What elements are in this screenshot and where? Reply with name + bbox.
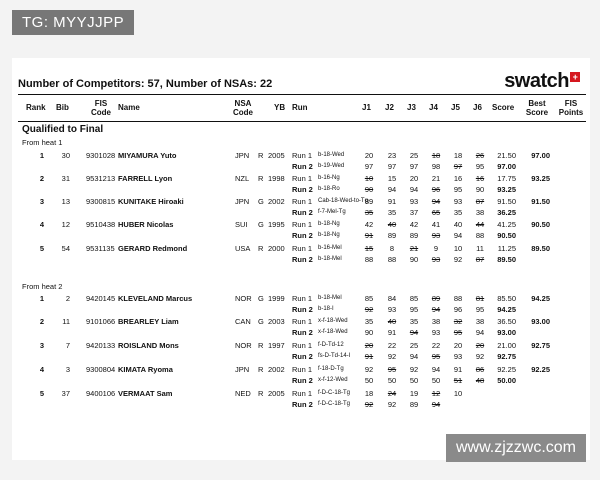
bib: 54 (61, 244, 70, 253)
judge-score: 23 (387, 151, 397, 160)
judge-score: 20 (364, 341, 374, 350)
run-1-trick: b-16-Ng (318, 175, 340, 181)
best-score: 90.50 (531, 220, 550, 229)
judge-score: 38 (475, 208, 485, 217)
birth-year: 1995 (268, 220, 285, 229)
judge-score: 88 (387, 255, 397, 264)
col-j4: J4 (429, 103, 438, 112)
athlete-name: KLEVELAND Marcus (118, 294, 193, 303)
judge-score: 94 (475, 328, 485, 337)
judge-score: 9 (433, 244, 439, 253)
judge-score: 20 (453, 341, 463, 350)
judge-score: 22 (431, 341, 441, 350)
judge-score: 35 (409, 317, 419, 326)
birth-year: 1998 (268, 174, 285, 183)
judge-score: 89 (409, 231, 419, 240)
run-2-score: 90.50 (497, 231, 516, 240)
nsa-code: NOR (235, 341, 252, 350)
run-1-score: 41.25 (497, 220, 516, 229)
col-j3: J3 (407, 103, 416, 112)
judge-score: 88 (453, 294, 463, 303)
judge-score: 94 (409, 352, 419, 361)
judge-score: 65 (431, 208, 441, 217)
judge-score: 20 (475, 341, 485, 350)
judge-score: 18 (431, 151, 441, 160)
judge-score: 10 (453, 389, 463, 398)
stance: G (258, 197, 264, 206)
heat-label-2: From heat 2 (22, 282, 63, 291)
judge-score: 8 (389, 244, 395, 253)
judge-score: 25 (409, 151, 419, 160)
judge-score: 92 (475, 352, 485, 361)
swatch-logo (504, 70, 580, 93)
col-fis-code: FIS Code (91, 99, 111, 117)
judge-score: 44 (475, 220, 485, 229)
judge-score: 94 (409, 328, 419, 337)
fis-code: 9531135 (86, 244, 115, 253)
judge-score: 10 (453, 244, 463, 253)
run-1-label: Run 1 (292, 220, 313, 229)
judge-score: 95 (453, 185, 463, 194)
stance: R (258, 151, 264, 160)
nsa-code: NOR (235, 294, 252, 303)
judge-score: 37 (409, 208, 419, 217)
rank: 2 (39, 174, 44, 183)
judge-score: 96 (453, 305, 463, 314)
birth-year: 2005 (268, 151, 285, 160)
judge-score: 91 (387, 197, 397, 206)
heat-label-1: From heat 1 (22, 138, 63, 147)
nsa-code: JPN (235, 197, 250, 206)
judge-score: 84 (387, 294, 397, 303)
judge-score: 89 (364, 197, 374, 206)
judge-score: 81 (475, 294, 485, 303)
run-1-score: 92.25 (497, 365, 516, 374)
run-2-trick: f-7-Mel-Tg (318, 209, 346, 215)
judge-score: 50 (409, 376, 419, 385)
judge-score: 94 (431, 365, 441, 374)
athlete-name: ROISLAND Mons (118, 341, 179, 350)
run-2-score: 92.75 (497, 352, 516, 361)
col-rank: Rank (26, 103, 46, 112)
run-2-label: Run 2 (292, 400, 313, 409)
bib: 30 (61, 151, 70, 160)
judge-score: 94 (431, 197, 441, 206)
nsa-code: USA (235, 244, 251, 253)
bib: 7 (65, 341, 70, 350)
judge-score: 91 (364, 352, 374, 361)
judge-score: 91 (364, 231, 374, 240)
judge-score: 97 (453, 162, 463, 171)
judge-score: 89 (387, 231, 397, 240)
judge-score: 35 (364, 208, 374, 217)
run-1-label: Run 1 (292, 389, 313, 398)
athlete-name: KIMATA Ryoma (118, 365, 173, 374)
col-j2: J2 (385, 103, 394, 112)
birth-year: 2002 (268, 197, 285, 206)
judge-score: 21 (409, 244, 419, 253)
judge-score: 42 (409, 220, 419, 229)
fis-code: 9300815 (86, 197, 116, 206)
run-1-trick: f-D-C-18-Tg (318, 390, 351, 396)
judge-score: 93 (431, 231, 441, 240)
rank: 3 (39, 341, 44, 350)
run-1-score: 21.00 (497, 341, 516, 350)
judge-score: 87 (475, 255, 485, 264)
run-1-label: Run 1 (292, 365, 313, 374)
nsa-code: NED (235, 389, 251, 398)
judge-score: 94 (453, 231, 463, 240)
judge-score: 93 (409, 197, 419, 206)
col-best-score: Best Score (525, 99, 549, 117)
run-1-score: 36.50 (497, 317, 516, 326)
best-score: 93.00 (531, 317, 550, 326)
column-header (18, 94, 586, 122)
judge-score: 91 (453, 365, 463, 374)
birth-year: 2002 (268, 365, 285, 374)
col-name: Name (118, 103, 140, 112)
judge-score: 11 (476, 244, 484, 253)
judge-score: 85 (409, 294, 419, 303)
run-1-trick: b-16-Mel (318, 245, 342, 251)
judge-score: 12 (431, 389, 441, 398)
judge-score: 92 (387, 400, 397, 409)
run-2-trick: b-18-Mel (318, 256, 342, 262)
best-score: 97.00 (531, 151, 550, 160)
judge-score: 41 (431, 220, 441, 229)
table-row (18, 243, 586, 265)
run-2-trick: b-18-Ro (318, 186, 340, 192)
run-2-label: Run 2 (292, 376, 313, 385)
col-yb: YB (274, 103, 286, 112)
table-row (18, 219, 586, 241)
judge-score: 86 (475, 365, 485, 374)
best-score: 92.25 (531, 365, 550, 374)
judge-score: 15 (364, 244, 374, 253)
bib: 11 (62, 317, 70, 326)
run-2-trick: f-D-C-18-Tg (318, 401, 351, 407)
stance: R (258, 389, 264, 398)
table-row (18, 340, 586, 362)
judge-score: 38 (431, 317, 441, 326)
col-fis-points: FIS Points (558, 99, 584, 117)
fis-code: 9101066 (86, 317, 116, 326)
best-score: 94.25 (531, 294, 550, 303)
bib: 13 (61, 197, 70, 206)
table-row (18, 364, 586, 386)
table-row (18, 293, 586, 315)
athlete-name: FARRELL Lyon (118, 174, 173, 183)
best-score: 89.50 (531, 244, 550, 253)
judge-score: 95 (475, 305, 485, 314)
run-1-label: Run 1 (292, 151, 313, 160)
judge-score: 18 (364, 389, 374, 398)
run-2-score: 93.25 (497, 185, 516, 194)
table-row (18, 316, 586, 338)
judge-score: 88 (475, 231, 485, 240)
run-1-score: 17.75 (497, 174, 516, 183)
birth-year: 2003 (268, 317, 285, 326)
run-2-label: Run 2 (292, 352, 313, 361)
athlete-name: KUNITAKE Hiroaki (118, 197, 184, 206)
nsa-code: SUI (235, 220, 248, 229)
table-row (18, 150, 586, 172)
judge-score: 16 (475, 174, 485, 183)
birth-year: 2005 (268, 389, 285, 398)
run-2-score: 93.00 (497, 328, 516, 337)
judge-score: 90 (409, 255, 419, 264)
run-1-trick: b-18-Ng (318, 221, 340, 227)
run-2-label: Run 2 (292, 162, 313, 171)
rank: 5 (39, 244, 44, 253)
bib: 37 (61, 389, 70, 398)
best-score: 92.75 (531, 341, 550, 350)
judge-score: 38 (475, 317, 485, 326)
col-nsa: NSA Code (233, 99, 253, 117)
judge-score: 85 (364, 294, 374, 303)
judge-score: 92 (364, 365, 374, 374)
judge-score: 15 (387, 174, 397, 183)
judge-score: 32 (453, 317, 463, 326)
run-2-score: 97.00 (497, 162, 516, 171)
run-1-trick: f-D-Td-12 (318, 342, 344, 348)
run-2-label: Run 2 (292, 231, 313, 240)
fis-code: 9400106 (86, 389, 116, 398)
fis-code: 9510438 (86, 220, 116, 229)
col-score: Score (492, 103, 515, 112)
run-1-label: Run 1 (292, 197, 313, 206)
nsa-code: NZL (235, 174, 250, 183)
judge-score: 22 (387, 341, 397, 350)
rank: 4 (39, 220, 44, 229)
judge-score: 50 (364, 376, 374, 385)
run-2-label: Run 2 (292, 208, 313, 217)
judge-score: 98 (431, 162, 441, 171)
judge-score: 92 (453, 255, 463, 264)
run-2-trick: x-f-18-Wed (318, 329, 348, 335)
judge-score: 92 (364, 305, 374, 314)
judge-score: 93 (387, 305, 397, 314)
rank: 1 (39, 294, 44, 303)
athlete-name: GERARD Redmond (118, 244, 188, 253)
run-1-trick: x-f-18-Wed (318, 318, 348, 324)
judge-score: 40 (453, 220, 463, 229)
run-2-label: Run 2 (292, 328, 313, 337)
rank: 3 (39, 197, 44, 206)
run-1-trick: b-18-Wed (318, 152, 345, 158)
run-1-score: 21.50 (497, 151, 516, 160)
judge-score: 93 (453, 197, 463, 206)
judge-score: 89 (431, 294, 441, 303)
run-2-score: 36.25 (497, 208, 516, 217)
judge-score: 40 (387, 220, 397, 229)
judge-score: 24 (387, 389, 397, 398)
nsa-code: JPN (235, 151, 250, 160)
judge-score: 42 (364, 220, 374, 229)
rank: 2 (39, 317, 44, 326)
judge-score: 90 (475, 185, 485, 194)
judge-score: 21 (431, 174, 441, 183)
best-score: 91.50 (531, 197, 550, 206)
run-1-trick: f-18-D-Tg (318, 366, 344, 372)
athlete-name: BREARLEY Liam (118, 317, 179, 326)
nsa-code: JPN (235, 365, 250, 374)
judge-score: 35 (364, 317, 374, 326)
birth-year: 2000 (268, 244, 285, 253)
judge-score: 10 (364, 174, 374, 183)
judge-score: 94 (387, 185, 397, 194)
judge-score: 95 (431, 352, 441, 361)
judge-score: 91 (387, 328, 397, 337)
judge-score: 51 (453, 376, 463, 385)
run-1-trick: Cab-18-Wed-to-Tg (318, 198, 368, 204)
judge-score: 95 (453, 328, 463, 337)
table-row (18, 173, 586, 195)
judge-score: 90 (364, 328, 374, 337)
run-1-score: 85.50 (497, 294, 516, 303)
judge-score: 35 (453, 208, 463, 217)
birth-year: 1999 (268, 294, 285, 303)
judge-score: 95 (475, 162, 485, 171)
judge-score: 90 (364, 185, 374, 194)
section-title: Qualified to Final (22, 124, 104, 135)
run-2-trick: b-18-I (318, 306, 334, 312)
run-2-trick: b-18-Ng (318, 232, 340, 238)
nsa-code: CAN (235, 317, 251, 326)
judge-score: 92 (364, 400, 374, 409)
run-2-trick: x-f-12-Wed (318, 377, 348, 383)
stance: R (258, 365, 264, 374)
fis-code: 9420145 (86, 294, 116, 303)
run-2-label: Run 2 (292, 255, 313, 264)
fis-code: 9531213 (86, 174, 116, 183)
judge-score: 96 (431, 185, 441, 194)
run-2-score: 50.00 (497, 376, 516, 385)
judge-score: 26 (475, 151, 485, 160)
run-1-score: 91.50 (497, 197, 516, 206)
run-2-trick: fs-D-Td-14-I (318, 353, 351, 359)
judge-score: 50 (387, 376, 397, 385)
athlete-name: HUBER Nicolas (118, 220, 174, 229)
run-1-label: Run 1 (292, 317, 313, 326)
fis-code: 9301028 (86, 151, 116, 160)
col-j5: J5 (451, 103, 460, 112)
run-1-label: Run 1 (292, 244, 313, 253)
rank: 4 (39, 365, 44, 374)
run-2-score: 89.50 (497, 255, 516, 264)
col-bib: Bib (56, 103, 69, 112)
col-run: Run (292, 103, 308, 112)
judge-score: 50 (431, 376, 441, 385)
stance: G (258, 220, 264, 229)
stance: R (258, 244, 264, 253)
athlete-name: VERMAAT Sam (118, 389, 173, 398)
competitor-summary: Number of Competitors: 57, Number of NSAs: 22 (18, 78, 273, 90)
judge-score: 89 (409, 400, 419, 409)
judge-score: 97 (409, 162, 419, 171)
birth-year: 1997 (268, 341, 285, 350)
judge-score: 92 (409, 365, 419, 374)
judge-score: 94 (431, 305, 441, 314)
judge-score: 25 (409, 341, 419, 350)
run-1-label: Run 1 (292, 174, 313, 183)
judge-score: 35 (387, 208, 397, 217)
stance: R (258, 341, 264, 350)
fis-code: 9420133 (86, 341, 116, 350)
judge-score: 40 (387, 317, 397, 326)
fis-code: 9300804 (86, 365, 116, 374)
judge-score: 97 (387, 162, 397, 171)
watermark: www.zjzzwc.com (446, 434, 586, 462)
stance: G (258, 294, 264, 303)
run-2-label: Run 2 (292, 185, 313, 194)
run-2-trick: b-19-Wed (318, 163, 345, 169)
judge-score: 20 (409, 174, 419, 183)
bib: 12 (61, 220, 70, 229)
run-2-score: 94.25 (497, 305, 516, 314)
judge-score: 95 (409, 305, 419, 314)
judge-score: 92 (387, 352, 397, 361)
bib: 2 (65, 294, 70, 303)
table-row (18, 196, 586, 218)
judge-score: 97 (364, 162, 374, 171)
judge-score: 95 (387, 365, 397, 374)
run-2-label: Run 2 (292, 305, 313, 314)
judge-score: 94 (431, 400, 441, 409)
judge-score: 18 (453, 151, 463, 160)
judge-score: 93 (431, 328, 441, 337)
swiss-cross-icon: + (570, 72, 580, 82)
judge-score: 16 (453, 174, 463, 183)
run-1-score: 11.25 (497, 244, 516, 253)
judge-score: 20 (364, 151, 374, 160)
run-1-trick: b-18-Mel (318, 295, 342, 301)
col-j6: J6 (473, 103, 482, 112)
judge-score: 88 (364, 255, 374, 264)
athlete-name: MIYAMURA Yuto (118, 151, 177, 160)
judge-score: 19 (409, 389, 419, 398)
judge-score: 93 (453, 352, 463, 361)
overlay-tag: TG: MYYJJPP (12, 10, 134, 35)
judge-score: 93 (431, 255, 441, 264)
judge-score: 94 (409, 185, 419, 194)
best-score: 93.25 (531, 174, 550, 183)
logo-text: swatch (504, 70, 569, 92)
run-1-label: Run 1 (292, 341, 313, 350)
run-1-label: Run 1 (292, 294, 313, 303)
table-row (18, 388, 586, 410)
rank: 1 (39, 151, 44, 160)
judge-score: 48 (475, 376, 485, 385)
stance: G (258, 317, 264, 326)
bib: 3 (65, 365, 70, 374)
judge-score: 87 (475, 197, 485, 206)
bib: 31 (61, 174, 70, 183)
col-j1: J1 (362, 103, 371, 112)
stance: R (258, 174, 264, 183)
rank: 5 (39, 389, 44, 398)
